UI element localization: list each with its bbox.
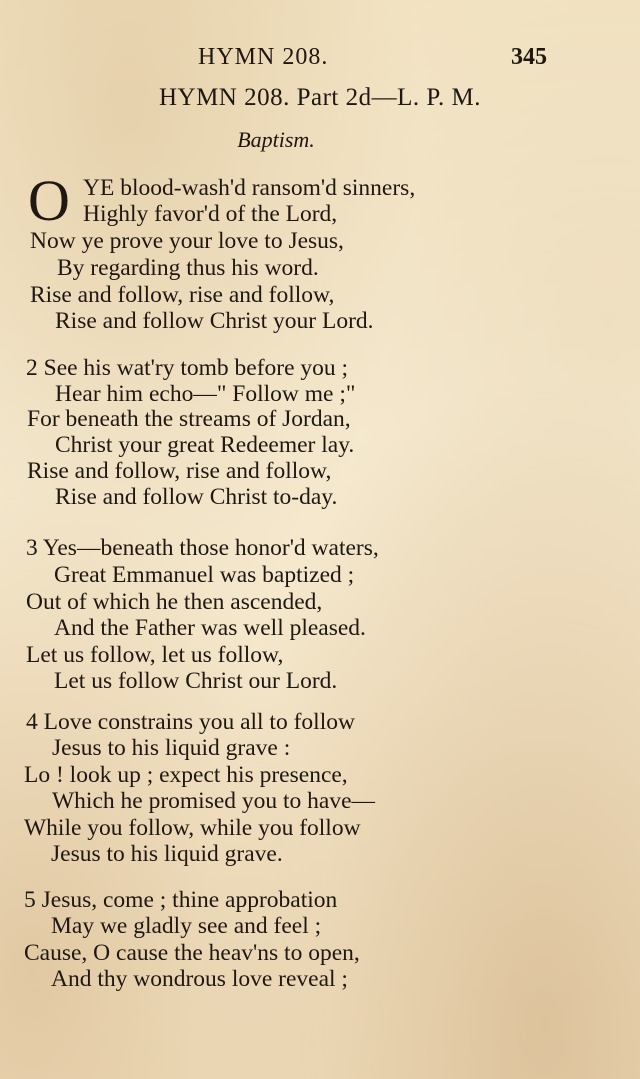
verse-line: 2 See his wat'ry tomb before you ; [26, 355, 349, 381]
hymn-subject: Baptism. [237, 127, 315, 152]
verse-line: Out of which he then ascended, [26, 589, 323, 615]
verse-line: Hear him echo—" Follow me ;" [55, 381, 356, 407]
verse-line: And thy wondrous love reveal ; [51, 966, 348, 992]
verse-line: Which he promised you to have— [52, 788, 376, 814]
verse-line: And the Father was well pleased. [54, 615, 366, 641]
hymn-heading: HYMN 208. Part 2d—L. P. M. [158, 84, 482, 111]
verse-line: Let us follow Christ our Lord. [54, 668, 338, 694]
verse-line: Jesus to his liquid grave : [52, 735, 291, 761]
verse-line: 5 Jesus, come ; thine approbation [24, 887, 338, 913]
page-number: 345 [511, 44, 547, 70]
drop-cap: O [28, 168, 70, 233]
verse-line: 4 Love constrains you all to follow [26, 709, 355, 735]
verse-line: By regarding thus his word. [57, 255, 319, 281]
verse-line: While you follow, while you follow [24, 815, 361, 841]
verse-line: Lo ! look up ; expect his presence, [24, 762, 348, 788]
running-title: HYMN 208. [198, 44, 329, 70]
verse-line: Christ your great Redeemer lay. [55, 432, 355, 458]
verse-line: Cause, O cause the heav'ns to open, [24, 940, 360, 966]
verse-line: Let us follow, let us follow, [26, 642, 284, 668]
verse-line: For beneath the streams of Jordan, [27, 406, 351, 432]
verse-line: 3 Yes—beneath those honor'd waters, [26, 535, 379, 561]
verse-line: May we gladly see and feel ; [51, 913, 322, 939]
verse-line: Jesus to his liquid grave. [51, 841, 283, 867]
verse-line: Great Emmanuel was baptized ; [54, 562, 355, 588]
verse-line: Now ye prove your love to Jesus, [30, 228, 344, 254]
verse-line: Rise and follow, rise and follow, [27, 458, 332, 484]
verse-line: Highly favor'd of the Lord, [83, 201, 338, 227]
verse-line: Rise and follow, rise and follow, [30, 282, 335, 308]
verse-line: Rise and follow Christ your Lord. [55, 308, 374, 334]
verse-line: Rise and follow Christ to-day. [55, 484, 338, 510]
verse-line: YE blood-wash'd ransom'd sinners, [83, 175, 416, 201]
